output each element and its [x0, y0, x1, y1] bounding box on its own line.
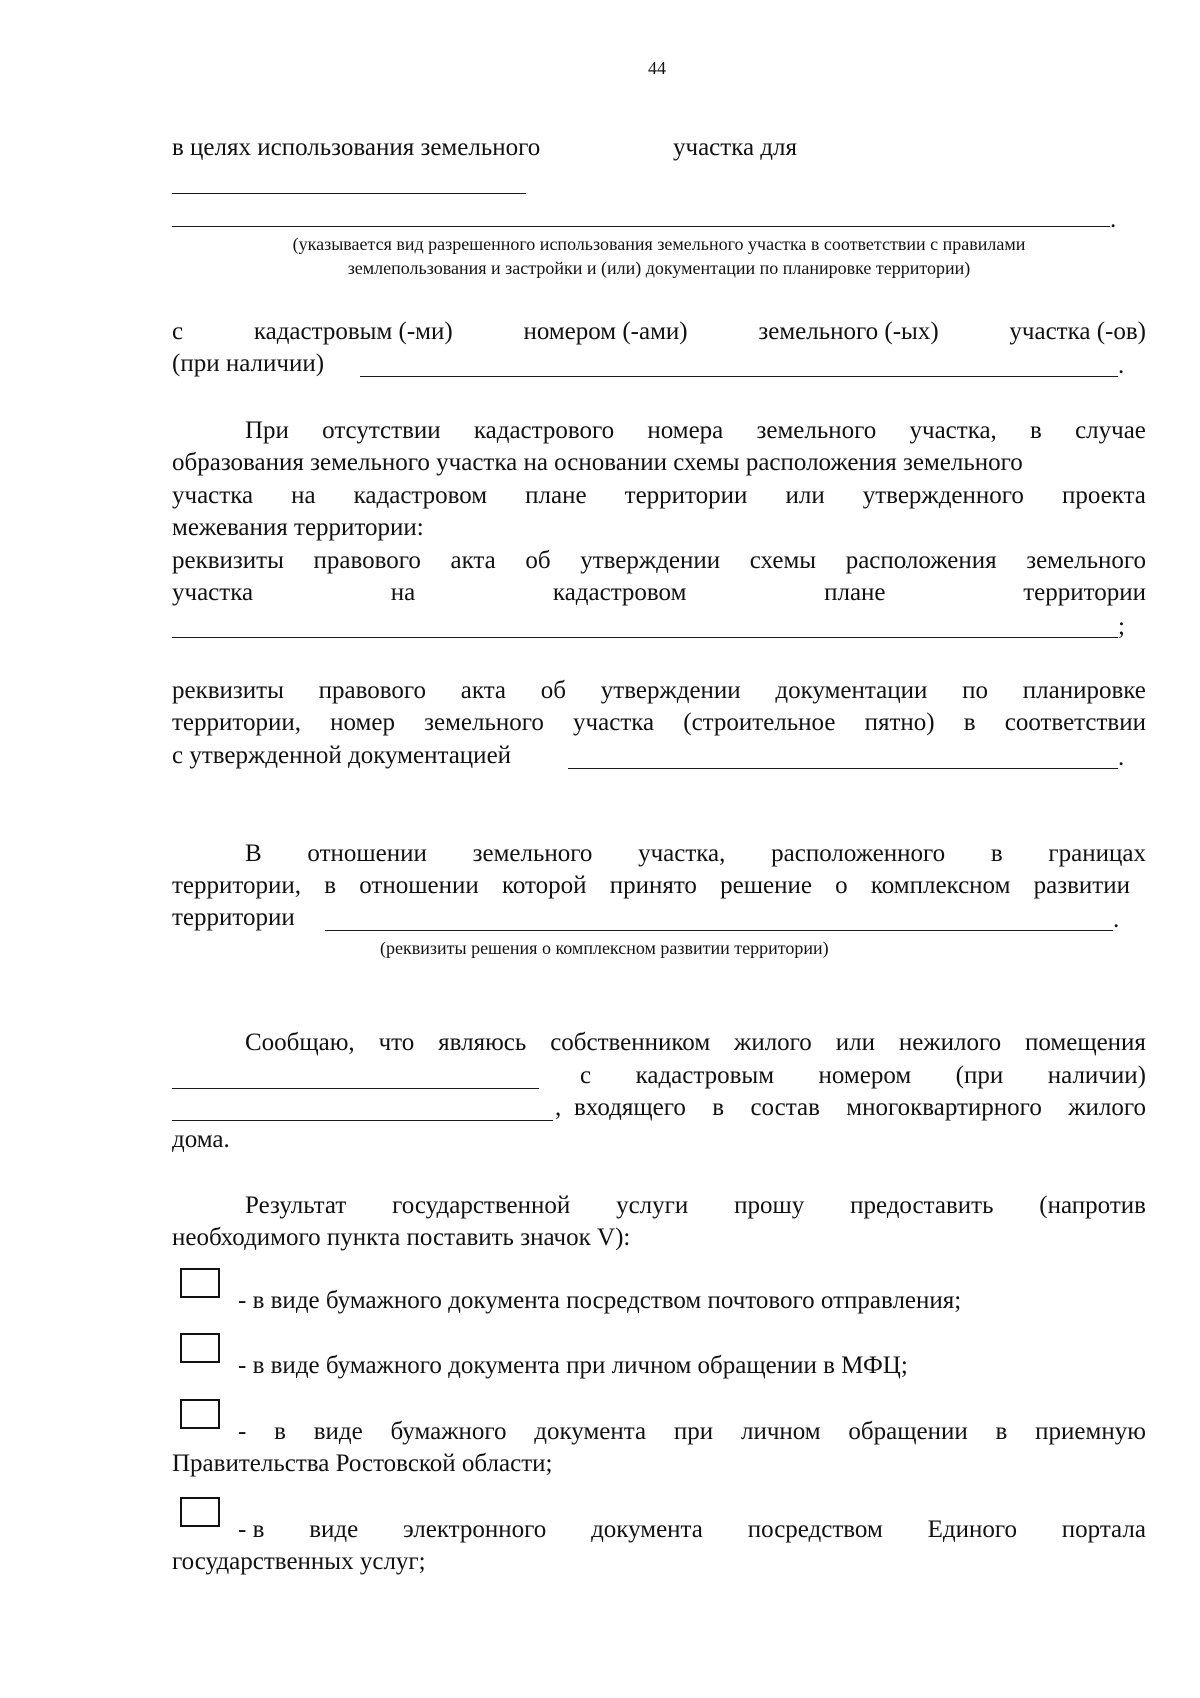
option-label: государственных услуг;	[172, 1548, 426, 1575]
fill-in-line[interactable]	[172, 1088, 539, 1089]
option-label: - в виде бумажного документа посредством почтового отправления;	[238, 1287, 962, 1314]
text-line-justified: реквизиты правового акта об утверждении схемы расположения земельного	[172, 547, 1146, 574]
text-line-justified: В отношении земельного участка, расположенного в границах	[245, 840, 1146, 867]
fill-in-line[interactable]	[172, 1120, 553, 1121]
text-line-justified: участка на кадастровом плане территории или утвержденного проекта	[172, 482, 1146, 509]
text-line: территории	[172, 904, 295, 931]
text-line: в целях использования земельного	[172, 134, 541, 161]
text-line-justified: участка на кадастровом плане территории	[172, 579, 1146, 606]
text-line-justified: входящего в состав многоквартирного жилого	[574, 1094, 1146, 1121]
fill-in-line[interactable]	[172, 637, 1118, 638]
text-line: с утвержденной документацией	[172, 742, 512, 769]
option-label: - в виде бумажного документа при личном обращении в МФЦ;	[238, 1352, 908, 1379]
page-number: 44	[648, 58, 666, 78]
text-line-justified: Результат государственной услуги прошу предоставить (напротив	[245, 1192, 1146, 1219]
text-line-justified: При отсутствии кадастрового номера земельного участка, в случае	[245, 417, 1146, 444]
option-checkbox[interactable]	[180, 1399, 220, 1429]
fill-in-line[interactable]	[360, 376, 1118, 377]
option-label: - в виде электронного документа посредством Единого портала	[238, 1516, 1146, 1543]
text-line-justified: территории, в отношении которой принято решение о комплексном развитии	[172, 872, 1130, 899]
field-caption: землепользования и застройки и (или) документации по планировке территории)	[347, 258, 971, 278]
text-line: необходимого пункта поставить значок V):	[172, 1224, 631, 1251]
fill-in-line[interactable]	[172, 226, 1110, 227]
option-checkbox[interactable]	[180, 1333, 220, 1363]
fill-in-line[interactable]	[172, 193, 526, 194]
text-line-justified: реквизиты правового акта об утверждении документации по планировке	[172, 677, 1146, 704]
period: .	[1118, 744, 1125, 771]
text-line: образования земельного участка на основании схемы расположения земельного	[172, 449, 1023, 476]
period: .	[1118, 352, 1125, 379]
field-caption: (реквизиты решения о комплексном развитии территории)	[380, 938, 829, 958]
text-line: дома.	[172, 1126, 230, 1153]
fill-in-line[interactable]	[325, 930, 1113, 931]
option-checkbox[interactable]	[180, 1268, 220, 1298]
period: .	[1110, 206, 1117, 233]
text-line: (при наличии)	[172, 350, 325, 377]
option-label: - в виде бумажного документа при личном обращении в приемную	[238, 1418, 1146, 1445]
semicolon: ;	[1118, 613, 1125, 640]
text-line-justified: с кадастровым номером (при наличии)	[580, 1062, 1146, 1089]
option-checkbox[interactable]	[180, 1497, 220, 1527]
text-line-justified: Сообщаю, что являюсь собственником жилого или нежилого помещения	[245, 1029, 1146, 1056]
text-line-justified: с кадастровым (-ми) номером (-ами) земельного (-ых) участка (-ов)	[172, 318, 1146, 345]
text-line-justified: территории, номер земельного участка (строительное пятно) в соответствии	[172, 709, 1146, 736]
comma: ,	[555, 1094, 562, 1121]
text-line: межевания территории:	[172, 514, 424, 541]
field-caption: (указывается вид разрешенного использования земельного участка в соответствии с правилами	[292, 234, 1026, 254]
option-label: Правительства Ростовской области;	[172, 1450, 553, 1477]
text-line: участка для	[673, 134, 797, 161]
period: .	[1113, 906, 1120, 933]
fill-in-line[interactable]	[568, 768, 1118, 769]
